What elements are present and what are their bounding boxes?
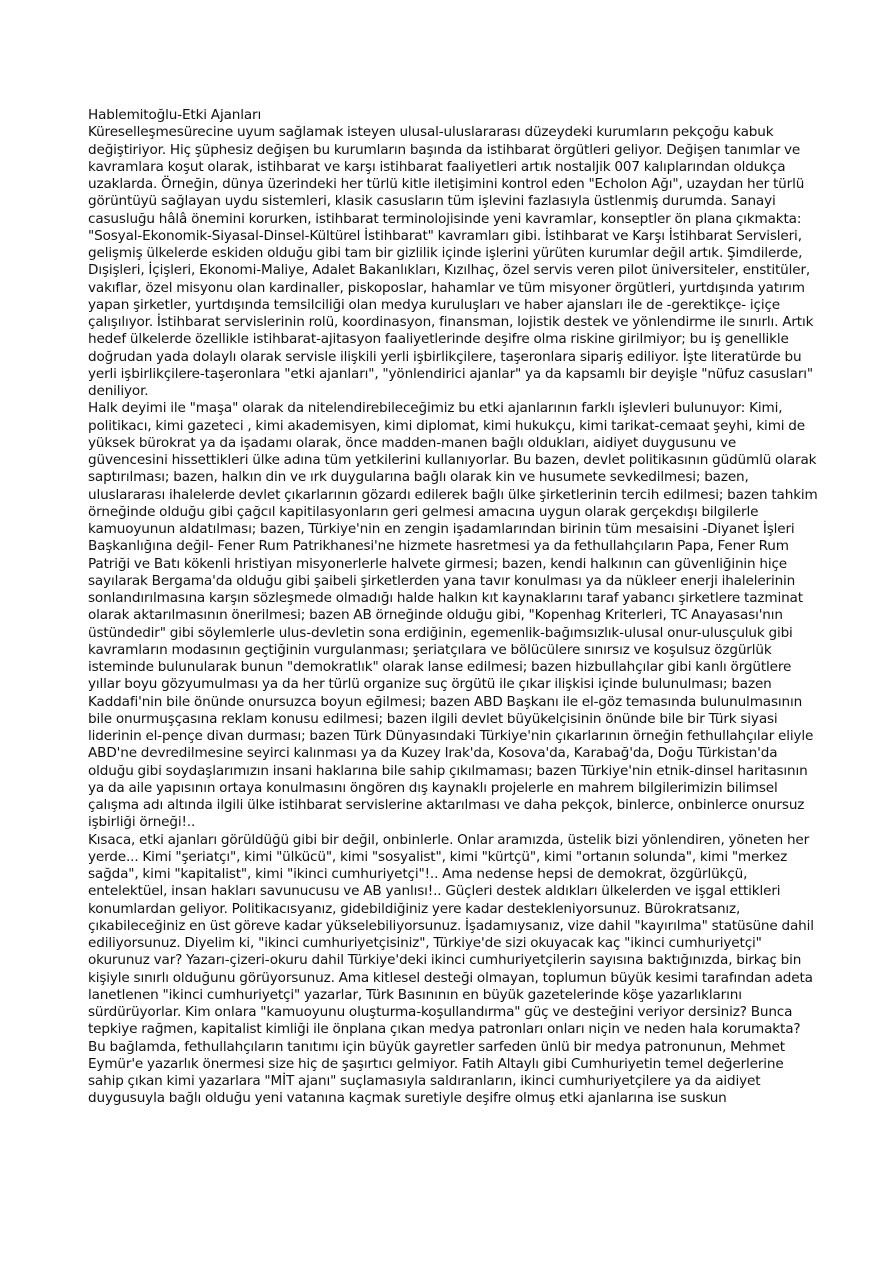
document-title: Hablemitoğlu-Etki Ajanları <box>88 107 262 123</box>
paragraph-summary: Kısaca, etki ajanları görüldüğü gibi bir değil, onbinlerle. Onlar aramızda, üstelik bizi yönlendiren, yöneten her yerde... Kimi "şeriatçı", kimi "ülkücü", kimi "sosyalist", kimi "kürtçü", kimi "ortanın solunda", kimi "merkez sağda", kimi "kapitalist", kimi "ikinci cumhuriyetçi"!.. Ama nedense hepsi de demokrat, özgürlükçü, entelektüel, insan hakları savunucusu ve AB yanlısı!.. Güçleri destek aldıkları ülkelerden ve işgal ettikleri konumlardan geliyor. Politikacısyanız, gidebildiğiniz yere kadar destekleniyorsunuz. Bürokratsanız, çıkabileceğiniz en üst göreve kadar yükselebiliyorsunuz. İşadamıysanız, vize dahil "kayırılma" statüsüne dahil ediliyorsunuz. Diyelim ki, "ikinci cumhuriyetçisiniz", Türkiye'de sizi okuyacak kaç "ikinci cumhuriyetçi" okurunuz var? Yazarı-çizeri-okuru dahil Türkiye'deki ikinci cumhuriyetçilerin sayısına baktığınızda, birkaç bin kişiyle sınırlı olduğunu görüyorsunuz. Ama kitlesel desteği olmayan, toplumun büyük kesimi tarafından adeta lanetlenen "ikinci cumhuriyetçi" yazarlar, Türk Basınının en büyük gazetelerinde köşe yazarlıklarını sürdürüyorlar. Kim onlara "kamuoyunu oluşturma-koşullandırma" güç ve desteğini veriyor dersiniz? Bunca tepkiye rağmen, kapitalist kimliği ile önplana çıkan medya patronları onları niçin ve neden hala korumakta?Bu bağlamda, fethullahçıların tanıtımı için büyük gayretler sarfeden ünlü bir medya patronunun, Mehmet Eymür'e yazarlık önermesi size hiç de şaşırtıcı gelmiyor. Fatih Altaylı gibi Cumhuriyetin temel değerlerine sahip çıkan kimi yazarlara "MİT ajanı" suçlamasıyla saldıranların, ikinci cumhuriyetçilere ya da aidiyet duygusuyla bağlı olduğu yeni vatanına kaçmak suretiyle deşifre olmuş etki ajanlarına ise suskun <box>88 831 814 1107</box>
paragraph-functions: Halk deyimi ile "maşa" olarak da nitelendirebileceğimiz bu etki ajanlarının farklı işlevleri bulunuyor: Kimi, politikacı, kimi gazeteci , kimi akademisyen, kimi diplomat, kimi hukukçu, kimi tarikat-cemaat şeyhi, kimi de yüksek bürokrat ya da işadamı olarak, önce madden-manen bağlı oldukları, aidiyet duygusunu ve güvencesini hissettikleri ülke adına tüm yetkilerini kullanıyorlar. Bu bazen, devlet politikasının güdümlü olarak saptırılması; bazen, halkın din ve ırk duygularına bağlı olarak kin ve husumete sevkedilmesi; bazen, uluslararası ihalelerde devlet çıkarlarının gözardı edilerek bağlı ülke şirketlerinin tercih edilmesi; bazen tahkim örneğinde olduğu gibi çağcıl kapitilasyonların geri gelmesi amacına uygun olarak gerçekdışı bilgilerle kamuoyunun aldatılması; bazen, Türkiye'nin en zengin işadamlarından birinin tüm mesaisini -Diyanet İşleri Başkanlığına değil- Fener Rum Patrikhanesi'ne hizmete hasretmesi ya da fethullahçıların Papa, Fener Rum Patriği ve Batı kökenli hristiyan misyonerlerle halvete girmesi; bazen, kendi halkının can güvenliğinin hiçe sayılarak Bergama'da olduğu gibi şaibeli şirketlerden yana tavır konulması ya da nükleer enerji ihalelerinin sonlandırılmasına karşın sözleşmede olmadığı halde halkın kıt kaynaklarını taraf yabancı şirketlere tazminat olarak aktarılmasının önerilmesi; bazen AB örneğinde olduğu gibi, "Kopenhag Kriterleri, TC Anayasası'nın üstündedir" gibi söylemlerle ulus-devletin sona erdiğinin, egemenlik-bağımsızlık-ulusal onur-ulusçuluk gibi kavramların modasının geçtiğinin vurgulanması; şeriatçılara ve bölücülere sınırsız ve koşulsuz özgürlük isteminde bulunularak bunun "demokratlık" olarak lanse edilmesi; bazen hizbullahçılar gibi kanlı örgütlere yıllar boyu gözyumulması ya da her türlü organize suç örgütü ile çıkar ilişkisi içinde bulunulması; bazen Kaddafi'nin bile önünde onursuzca boyun eğilmesi; bazen ABD Başkanı ile el-göz temasında bulunulmasının bile onurmuşçasına reklam konusu edilmesi; bazen ilgili devlet büyükelçisinin önünde bile bir Türk siyasi liderinin el-pençe divan durması; bazen Türk Dünyasındaki Türkiye'nin çıkarlarının örneğin fethullahçılar eliyle ABD'ne devredilmesine seyirci kalınması ya da Kuzey Irak'da, Kosova'da, Karabağ'da, Doğu Türkistan'da olduğu gibi soydaşlarımızın insani haklarına bile sahip çıkılmaması; bazen Türkiye'nin etnik-dinsel haritasının ya da aile yapısının ortaya konulmasını öngören dış kaynaklı projelerle en mahrem bilgilerimizin bilimsel çalışma adı altında ilgili ülke istihbarat servislerine aktarılması ve daha pekçok, binlerce, onbinlerce onursuz işbirliği örneği!.. <box>88 400 818 831</box>
paragraph-intro: Küreselleşmesürecine uyum sağlamak isteyen ulusal-uluslararası düzeydeki kurumların pekçoğu kabuk değiştiriyor. Hiç şüphesiz değişen bu kurumların başında da istihbarat örgütleri geliyor. Değişen tanımlar ve kavramlara koşut olarak, istihbarat ve karşı istihbarat faaliyetleri artık nostaljik 007 kalıplarından oldukça uzaklarda. Örneğin, dünya üzerindeki her türlü kitle iletişimini kontrol eden "Echolon Ağı", uzaydan her türlü görüntüyü sağlayan uydu sistemleri, klasik casusların tüm işlevini fazlasıyla üstlenmiş durumda. Sanayi casusluğu hâlâ önemini korurken, istihbarat terminolojisinde yeni kavramlar, konseptler ön plana çıkmakta: "Sosyal-Ekonomik-Siyasal-Dinsel-Kültürel İstihbarat" kavramları gibi. İstihbarat ve Karşı İstihbarat Servisleri, gelişmiş ülkelerde eskiden olduğu gibi tam bir gizlilik içinde işlerini yürüten kurumlar değil artık. Şimdilerde, Dışişleri, İçişleri, Ekonomi-Maliye, Adalet Bakanlıkları, Kızılhaç, özel servis veren pilot üniversiteler, enstitüler, vakıflar, özel misyonu olan kardinaller, piskoposlar, hahamlar ve tüm misyoner örgütleri, yurtdışında yatırım yapan şirketler, yurtdışında temsilciliği olan medya kuruluşları ve haber ajansları ile de -gerektikçe- içiçe çalışılıyor. İstihbarat servislerinin rolü, koordinasyon, finansman, lojistik destek ve yönlendirme ile sınırlı. Artık hedef ülkelerde özellikle istihbarat-ajitasyon faaliyetlerinde deşifre olma riskine girilmiyor; bu iş genellikle doğrudan yada dolaylı olarak servisle ilişkili yerli işbirlikçilere, taşeronlara sipariş ediliyor. İşte literatürde bu yerli işbirlikçilere-taşeronlara "etki ajanları", "yönlendirici ajanlar" ya da kapsamlı bir deyişle "nüfuz casusları" deniliyor. <box>88 124 814 399</box>
document-page <box>88 107 818 1108</box>
